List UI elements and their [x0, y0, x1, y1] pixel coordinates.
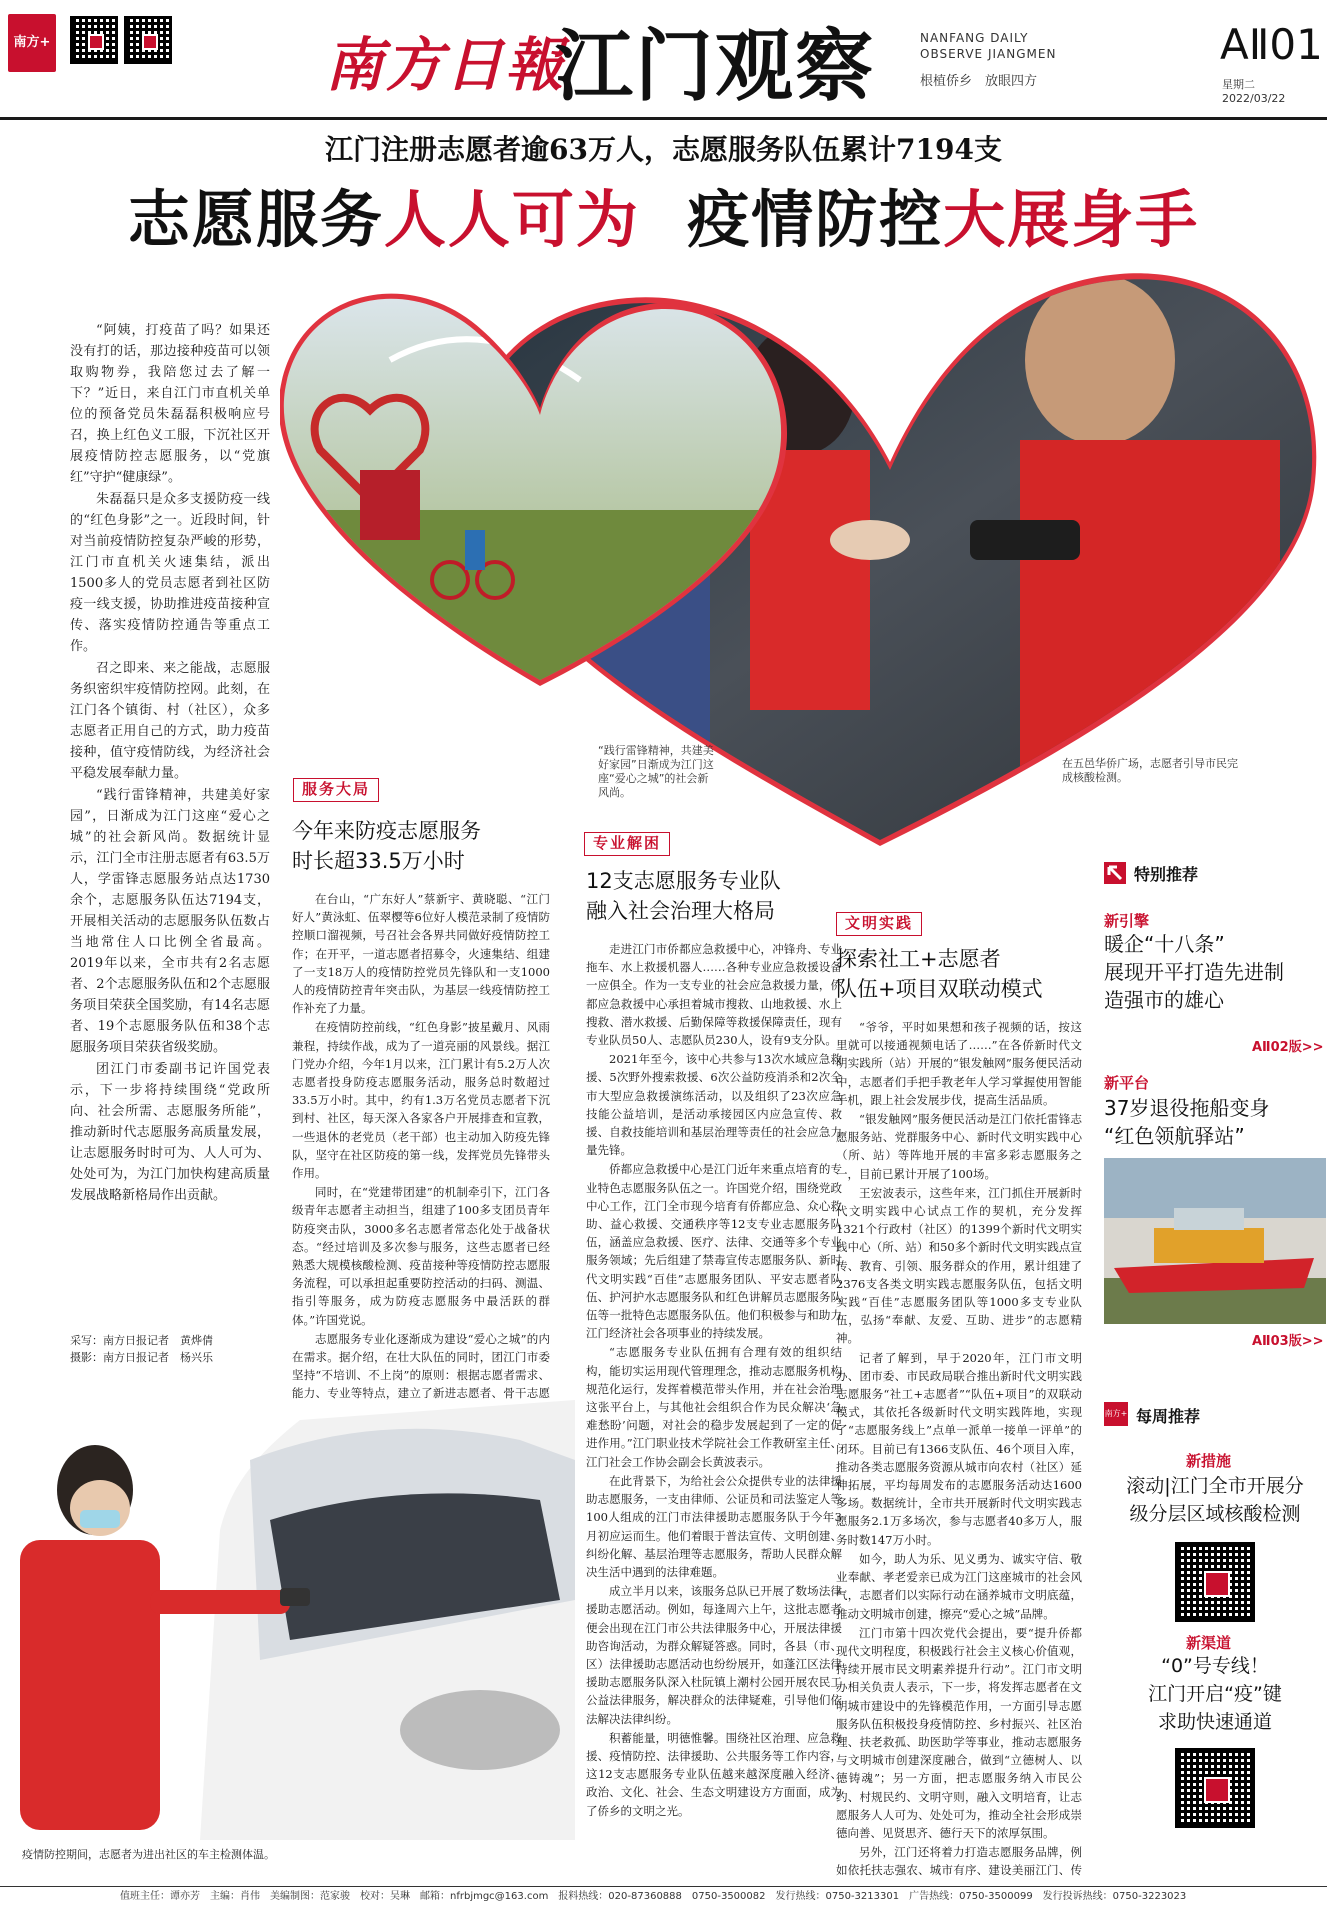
headline-part-2: 人人可为	[383, 183, 640, 256]
paragraph: 在此背景下，为给社会公众提供专业的法律援助志愿服务，一支由律师、公证员和司法鉴定人等100人组成的江门市法律援助志愿服务队于今年3月初应运而生。他们着眼于普法宣传、文明创建、纠纷化解、基层治理等志愿服务，帮助人民群众解决生活中遇到的法律难题。	[586, 1473, 842, 1579]
section-title-zhuanye	[586, 866, 846, 926]
tag-new-measures: 新措施	[1186, 1452, 1232, 1470]
column-wenming	[836, 1018, 1082, 1880]
paragraph: “志愿服务专业队伍拥有合理有效的组织结构，能切实运用现代管理理念，推动志愿服务机构规范化运行，发挥着模范带头作用，并在社会治理这张平台上，与其他社会组织合作为民众解决‘急难愁盼’问题，对社会的稳步发展起到了一定的促进作用。”江门职业技术学院社会工作教研室主任、江门社会工作协会副会长黄波表示。	[586, 1345, 842, 1469]
tag-new-engine: 新引擎	[1104, 912, 1150, 930]
paragraph: 在疫情防控前线，“红色身影”披星戴月、风雨兼程，持续作战，成为了一道亮丽的风景线。据江门党办介绍，今年1月以来，江门累计有5.2万人次志愿者投身防疫志愿服务活动，服务总时数超过33.5万小时。其中，约有1.3万名党员志愿者下沉到村、社区，每天深入各家各户开展排查和宣教，一些退休的老党员（老干部）也主动加入防疫先锋队，坚守在社区防疫的第一线，发挥党员先锋带头作用。	[292, 1020, 550, 1181]
photo-red-tugboat	[1104, 1158, 1326, 1324]
title-line-2: 时长超33.5万小时	[292, 849, 465, 873]
title-line-1: 今年来防疫志愿服务	[292, 819, 481, 843]
title-line-3: 造强市的雄心	[1104, 988, 1224, 1012]
paper-name-logo: 南方日報	[325, 31, 566, 99]
column-zhuanye	[586, 940, 842, 1880]
caption-bottom-photo: 疫情防控期间，志愿者为进出社区的车主检测体温。	[22, 1848, 275, 1861]
headline-part-4: 大展身手	[943, 183, 1200, 256]
qr-code-icon[interactable]	[1175, 1748, 1255, 1828]
title-line-1: 37岁退役拖船变身	[1104, 1096, 1270, 1120]
slogan: 根植侨乡 放眼四方	[920, 74, 1038, 89]
paragraph: 召之即来、来之能战，志愿服务织密织牢疫情防控网。此刻，在江门各个镇街、村（社区），众多志愿者正用自己的方式，助力疫苗接种，值守疫情防线，为经济社会平稳发展奉献力量。	[70, 661, 270, 781]
paragraph: 江门市第十四次党代会提出，要“提升侨都现代文明程度，积极践行社会主义核心价值观，持续开展市民文明素养提升行动”。江门市文明办相关负责人表示，下一步，将发挥志愿者在文明城市建设中的先锋模范作用，一方面引导志愿服务队伍积极投身疫情防控、乡村振兴、社区治理、扶老救孤、助医助学等事业，推动志愿服务与文明城市创建深度融合，做到“立德树人、以德铸魂”；另一方面，把志愿服务纳入市民公约、村规民约、文明守则，融入文明培育，让志愿服务人人可为、处处可为，推动全社会形成崇德向善、见贤思齐、德行天下的浓厚氛围。	[836, 1625, 1082, 1840]
paragraph: 在台山，“广东好人”蔡新宇、黄晓聪、“江门好人”黄泳虹、伍翠樱等6位好人模范录制了疫情防控顺口溜视频，号召社会各界共同做好疫情防控工作；在开平，一道志愿者招募令，火速集结、组建了一支18万人的疫情防控党员先锋队和一支1000人的疫情防控青年突击队，为基层一线疫情防控工作补充了力量。	[292, 892, 550, 1016]
page-link-a02[interactable]: AⅡ02版>>	[1252, 1040, 1324, 1055]
qr-code-icon[interactable]	[124, 16, 172, 64]
paragraph: 如今，助人为乐、见义勇为、诚实守信、敬业奉献、孝老爱亲已成为江门这座城市的社会风气，志愿者们以实际行动在涵养城市文明底蕴，推动文明城市创建，擦亮“爱心之城”品牌。	[836, 1551, 1082, 1621]
title-line-2: 融入社会治理大格局	[586, 899, 775, 923]
paragraph: 2021年至今，该中心共参与13次水域应急救援、5次野外搜索救援、6次公益防疫消杀和2次全市大型应急救援演练活动，以及组织了23次应急技能公益培训，是活动承接园区内应急宣传、救援、自救技能培训和基层治理等责任的社会应急力量先锋。	[586, 1052, 842, 1158]
title-line-3: 求助快速通道	[1157, 1711, 1272, 1733]
nanfang-plus-logo[interactable]: 南方+	[8, 14, 56, 72]
section-tag-wenming: 文明实践	[836, 912, 922, 936]
headline-part-1: 志愿服务	[127, 183, 384, 256]
weekly-recommend-label: 每周推荐	[1136, 1407, 1201, 1426]
qr-code-icon[interactable]	[1175, 1542, 1255, 1622]
issue-date: 星期二 2022/03/22	[1222, 78, 1286, 105]
paragraph: “银发触网”服务便民活动是江门依托雷锋志愿服务站、党群服务中心、新时代文明实践中心（所、站）等阵地开展的丰富多彩志愿服务之一，目前已累计开展了100场。	[836, 1112, 1082, 1181]
page-number: AⅡ01	[1220, 20, 1323, 69]
english-title	[920, 30, 1056, 62]
section-tag-fuwu: 服务大局	[293, 778, 379, 802]
byline-credits	[70, 1332, 213, 1366]
title-line-2: 队伍+项目双联动模式	[836, 977, 1043, 1001]
english-line-1: NANFANG DAILY	[920, 31, 1029, 45]
masthead	[0, 0, 1327, 120]
story-title-testing[interactable]	[1104, 1472, 1326, 1528]
paragraph: 记者了解到，早于2020年，江门市文明办、团市委、市民政局联合推出新时代文明实践志愿服务“社工+志愿者”“队伍+项目”的双联动模式，其依托各级新时代文明实践阵地，实现了“志愿服务线上”点单一派单一接单一评单”的闭环。目前已有1366支队伍、46个项目入库，推动各类志愿服务资源从城市向农村（社区）延伸拓展，平均每周发布的志愿服务活动达1600多场。数据统计，全市共开展新时代文明实践志愿服务2.1万多场次，参与志愿者40多万人，服务时数147万小时。	[836, 1350, 1082, 1547]
paragraph: 另外，江门还将着力打造志愿服务品牌，例如依托扶志强农、城市有序、建设美丽江门、传	[836, 1845, 1082, 1878]
section-title-wenming	[836, 944, 1096, 1004]
title-line-1: 滚动|江门全市开展分	[1126, 1475, 1304, 1497]
paragraph: 成立半月以来，该服务总队已开展了数场法律援助志愿活动。例如，每逢周六上午，这批志愿者便会出现在江门市公共法律服务中心，开展法律援助咨询活动，为群众解疑答惑。同时，各县（市、区）法律援助志愿活动也纷纷展开，如蓬江区法律援助志愿服务队深入杜阮镇上潮村公园开展农民工公益法律服务，解决群众的法律疑难，引导他们依法解决法律纠纷。	[586, 1584, 842, 1726]
caption-right-heart: 在五邑华侨广场，志愿者引导市民完成核酸检测。	[1062, 757, 1238, 784]
qr-code-icon[interactable]	[70, 16, 118, 64]
special-recommend-label: 特别推荐	[1134, 865, 1199, 884]
paragraph: 同时，在“党建带团建”的机制牵引下，江门各级青年志愿者主动担当，组建了100多支团员青年防疫突击队，3000多名志愿者常态化处于战备状态。“经过培训及多次参与服务，这些志愿者已经熟悉大规模核酸检测、疫苗接种等疫情防控志愿服务流程，可以承担起重要防控活动的扫码、测温、指引等服务，成为防疫志愿服务中最活跃的群体。”许国党说。	[292, 1185, 550, 1327]
footer-info: 值班主任：谭亦芳 主编：肖伟 美编制图：范家骏 校对：吴琳 邮箱：nfrbjmgc@163.com 报料热线：020-87360888 0750-3500082 发行热线：0750-3213301 广告热线：0750-3500099 发行投诉热线：0750-3223023	[0, 1886, 1327, 1908]
paragraph: 朱磊磊只是众多支援防疫一线的“红色身影”之一。近段时间，针对当前疫情防控复杂严峻的形势，江门市直机关火速集结，派出1500多人的党员志愿者到社区防疫一线支援，协助推进疫苗接种宣传、落实疫情防控通告等重点工作。	[70, 492, 270, 654]
title-line-2: 展现开平打造先进制	[1104, 960, 1284, 984]
paragraph: 志愿服务专业化逐渐成为建设“爱心之城”的内在需求。据介绍，在壮大队伍的同时，团江门市委坚持“不培训、不上岗”的原则：根据志愿者需求、能力、专业等特点，建立了新进志愿者、骨干志愿	[292, 1331, 550, 1401]
paragraph: “阿姨，打疫苗了吗？如果还没有打的话，那边接种疫苗可以领取购物券，我陪您过去了解一下？”近日，来自江门市直机关单位的预备党员朱磊磊积极响应号召，换上红色义工服，下沉社区开展疫情防控志愿服务，以“党旗红”守护“健康绿”。	[70, 323, 270, 485]
headline-part-3: 疫情防控	[687, 183, 944, 256]
english-line-2: OBSERVE JIANGMEN	[920, 47, 1057, 61]
tag-new-channel: 新渠道	[1186, 1634, 1232, 1652]
title-line-1: “0”号专线！	[1161, 1655, 1269, 1677]
paragraph: “践行雷锋精神，共建美好家园”，日渐成为江门这座“爱心之城”的社会新风尚。数据统计显示，江门全市注册志愿者有63.5万人，学雷锋志愿服务站点达1730余个，志愿服务队伍达7194支，开展相关活动的志愿服务队伍数占当地常住人口比例全省最高。2019年以来，全市共有2名志愿者、2个志愿服务队伍和2个志愿服务项目荣获全国奖励，有14名志愿者、19个志愿服务队伍和38个志愿服务项目荣获省级奖励。	[70, 788, 270, 1055]
photo-temperature-check	[0, 1400, 575, 1840]
caption-left-heart: “践行雷锋精神，共建美好家园”日渐成为江门这座“爱心之城”的社会新风尚。	[598, 744, 714, 799]
title-line-1: 12支志愿服务专业队	[586, 869, 781, 893]
story-title-hotline[interactable]	[1104, 1652, 1326, 1736]
section-title-fuwu	[292, 816, 572, 876]
title-line-2: “红色领航驿站”	[1104, 1124, 1245, 1148]
section-title: 江门观察	[555, 22, 876, 112]
paragraph: 王宏波表示，这些年来，江门抓住开展新时代文明实践中心试点工作的契机，充分发挥1321个行政村（社区）的1399个新时代文明实践中心（所、站）和50多个新时代文明实践点宣传、教育、引领、服务群众的作用，累计组建了2376支各类文明实践志愿服务队伍，包括文明实践“百佳”志愿服务团队等1000多支专业队伍，弘扬“奉献、友爱、互助、进步”的志愿精神。	[836, 1185, 1082, 1346]
title-line-2: 级分层区域核酸检测	[1129, 1503, 1301, 1525]
title-line-1: 暖企“十八条”	[1104, 932, 1225, 956]
story-title-heating[interactable]	[1104, 930, 1326, 1014]
section-tag-zhuanye: 专业解困	[584, 832, 670, 856]
paragraph: 团江门市委副书记许国党表示，下一步将持续围绕“党政所向、社会所需、志愿服务所能”，推动新时代志愿服务高质量发展，让志愿服务时时可为、人人可为、处处可为，为江门加快构建高质量发展战略新格局作出贡献。	[70, 1062, 270, 1203]
paragraph: “爷爷，平时如果想和孩子视频的话，按这里就可以接通视频电话了……”在各侨新时代文明实践所（站）开展的“银发触网”服务便民活动中，志愿者们手把手教老年人学习掌握使用智能手机，跟上社会发展步伐，提高生活品质。	[836, 1020, 1082, 1107]
story-title-tugboat[interactable]	[1104, 1094, 1326, 1150]
nanfang-plus-small-logo: 南方+	[1104, 1402, 1128, 1426]
page-link-a03[interactable]: AⅡ03版>>	[1252, 1334, 1324, 1349]
title-line-1: 探索社工+志愿者	[836, 947, 1001, 971]
kicker-headline: 江门注册志愿者逾63万人，志愿服务队伍累计7194支	[325, 133, 1002, 166]
title-line-2: 江门开启“疫”键	[1148, 1683, 1282, 1705]
column-intro	[70, 320, 270, 1320]
photographer-credit: 摄影：南方日报记者 杨兴乐	[70, 1351, 213, 1364]
reporter-credit: 采写：南方日报记者 黄烨倩	[70, 1334, 213, 1347]
paragraph: 走进江门市侨都应急救援中心，冲锋舟、专业拖车、水上救援机器人……各种专业应急救援设备一应俱全。作为一支专业的社会应急救援力量，侨都应急救援中心承担着城市搜救、山地救援、水上搜救、潜水救援、后勤保障等救援保障责任，现有专业队员50人、志愿队员230人，设有9支分队。	[586, 942, 842, 1048]
arrow-icon	[1104, 862, 1126, 884]
paragraph: 积蓄能量，明德惟馨。围绕社区治理、应急救援、疫情防控、法律援助、公共服务等工作内容，这12支志愿服务专业队伍越来越深度融入经济、政治、文化、社会、生态文明建设方方面面，成为了侨乡的文明之光。	[586, 1730, 842, 1818]
paragraph: 侨都应急救援中心是江门近年来重点培育的专业特色志愿服务队伍之一。许国党介绍，围绕党政中心工作，江门全市现今培育有侨都应急、众心救助、益心救援、交通秩序等12支专业志愿服务队伍，涵盖应急救援、医疗、法律、交通等多个专业服务领域；先后组建了禁毒宣传志愿服务队、新时代文明实践“百佳”志愿服务团队、平安志愿者队伍、护河护水志愿服务队和红色讲解员志愿服务队伍等一批特色志愿服务队伍。他们积极参与和助力江门经济社会各项事业的持续发展。	[586, 1162, 842, 1341]
tag-new-platform: 新平台	[1104, 1074, 1150, 1092]
